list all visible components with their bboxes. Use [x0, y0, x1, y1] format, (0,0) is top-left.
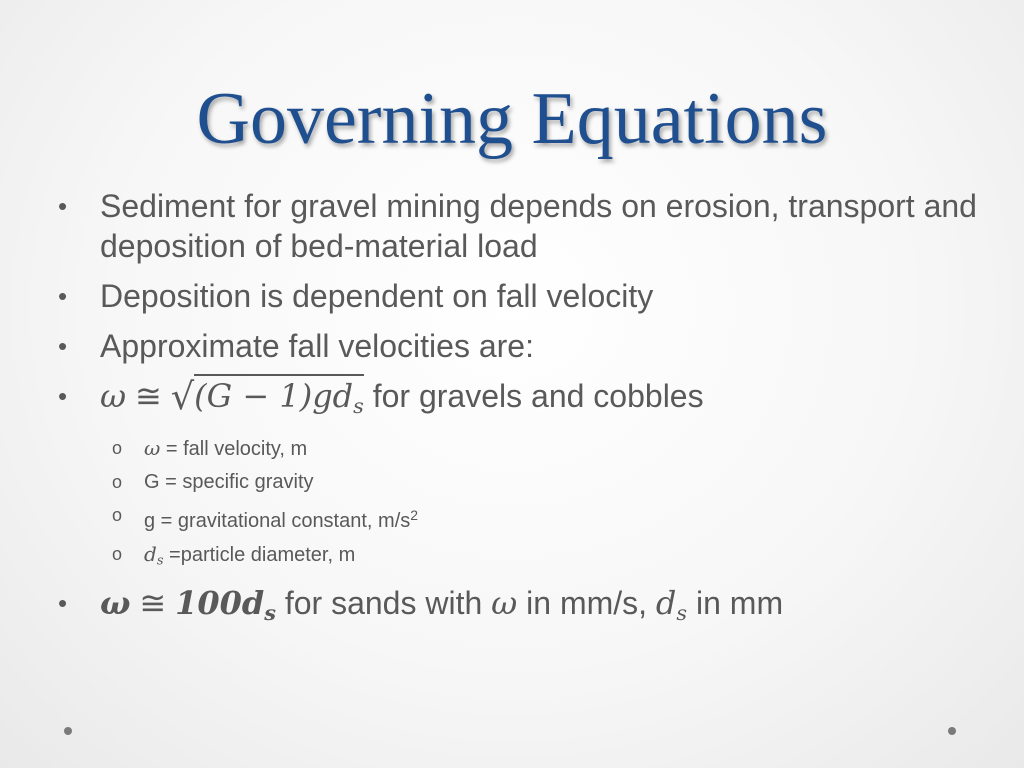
corner-decoration-dot-left	[64, 727, 72, 735]
sand-coefficient: 100d	[175, 584, 265, 623]
bullet-dot: •	[58, 281, 68, 311]
bullet-dot: •	[58, 588, 68, 619]
bullet-text: Deposition is dependent on fall velocity	[100, 278, 654, 314]
radicand-main: (G − 1)gd	[194, 377, 354, 415]
sand-formula-bullet	[58, 583, 978, 633]
sub-bullet-marker: o	[112, 437, 123, 458]
definition-text: G = specific gravity	[144, 470, 314, 493]
sub-bullet-marker: o	[112, 543, 123, 564]
bullet-item	[58, 186, 978, 266]
slide-title: Governing Equations	[196, 78, 828, 160]
diameter-subscript: s	[676, 601, 688, 626]
definition-text: = fall velocity, m	[160, 437, 308, 460]
definition-item	[58, 466, 978, 499]
omega-symbol: ω	[100, 377, 127, 415]
sand-text-3: in mm	[687, 585, 784, 622]
definition-symbol: ω	[144, 435, 161, 460]
radicand	[194, 374, 364, 418]
bullet-text: Sediment for gravel mining depends on erosion, transport and deposition of bed-material load	[100, 188, 977, 264]
definition-item	[58, 432, 978, 466]
approx-symbol: ≅	[134, 377, 162, 415]
diameter-symbol: d	[655, 584, 677, 623]
square-root	[171, 376, 364, 426]
definition-list	[58, 432, 978, 578]
omega-symbol: ω	[100, 584, 131, 623]
slide-body	[58, 186, 978, 633]
sand-text-2: in mm/s,	[517, 585, 656, 622]
gravel-formula-bullet	[58, 376, 978, 426]
definition-symbol-subscript: s	[156, 553, 164, 569]
sand-text-1: for sands with	[275, 585, 492, 622]
sub-bullet-marker: o	[112, 504, 123, 525]
approx-symbol: ≅	[139, 584, 167, 623]
radical-symbol: √	[170, 374, 195, 418]
bullet-dot: •	[58, 381, 68, 411]
definition-item	[58, 538, 978, 578]
sand-coefficient-subscript: s	[264, 600, 276, 626]
definition-text: g = gravitational constant, m/s	[144, 509, 411, 532]
radicand-subscript: s	[353, 393, 364, 418]
bullet-item	[58, 326, 978, 366]
definition-item	[58, 499, 978, 538]
omega-symbol-2: ω	[491, 584, 518, 623]
gravel-formula-text: for gravels and cobbles	[363, 378, 704, 414]
definition-text: =particle diameter, m	[163, 543, 356, 566]
definition-symbol: d	[144, 541, 157, 566]
sub-bullet-marker: o	[112, 471, 123, 492]
bullet-item	[58, 276, 978, 316]
bullet-dot: •	[58, 331, 68, 361]
corner-decoration-dot-right	[948, 727, 956, 735]
bullet-text: Approximate fall velocities are:	[100, 328, 534, 364]
superscript: 2	[410, 506, 419, 523]
bullet-dot: •	[58, 191, 68, 221]
